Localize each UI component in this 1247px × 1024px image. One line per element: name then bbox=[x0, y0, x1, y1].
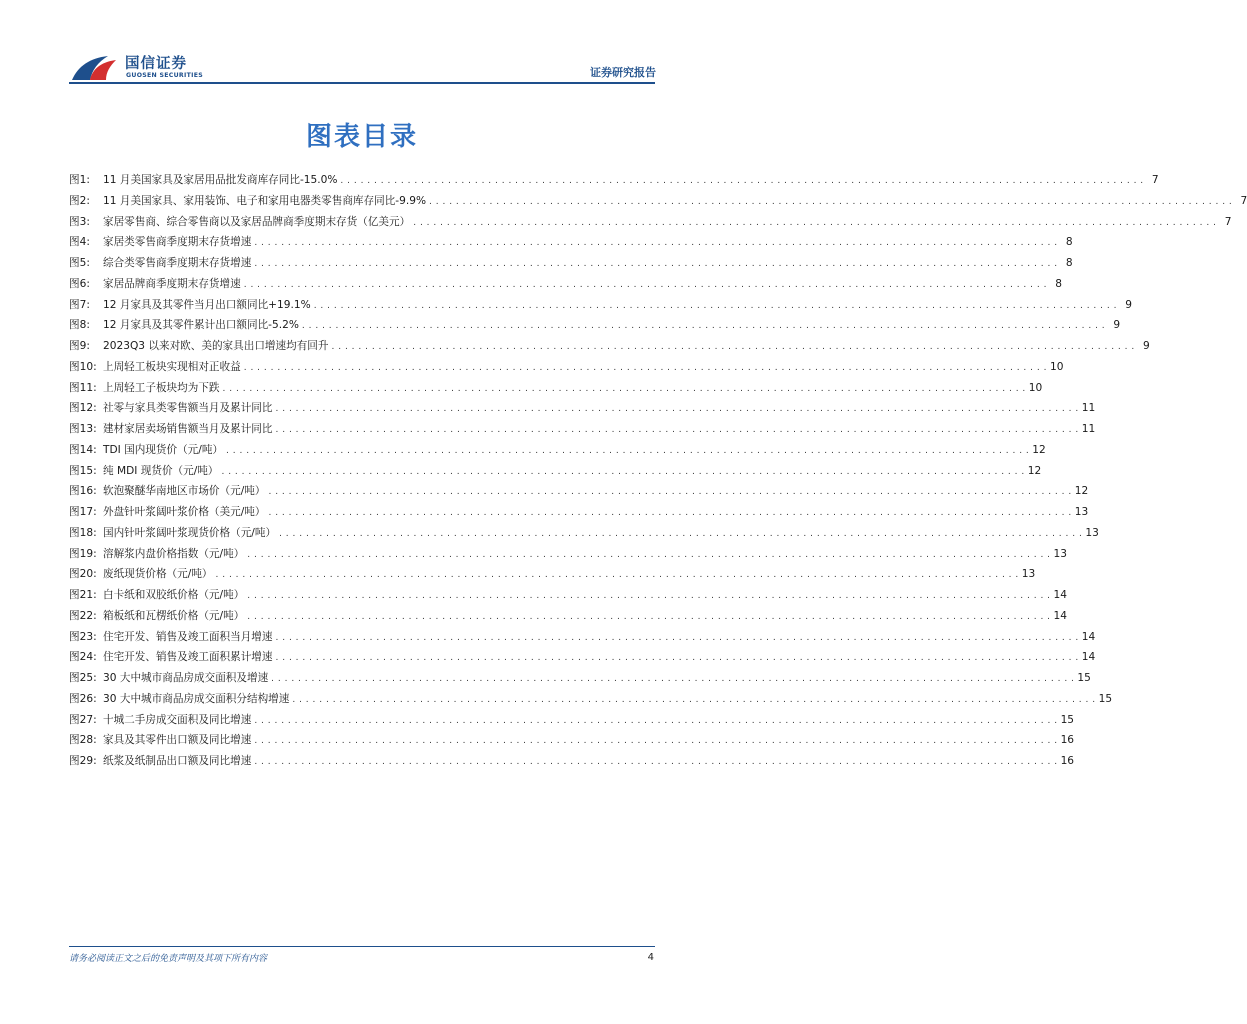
toc-entry-page: 8 bbox=[1065, 236, 1073, 249]
toc-dot-leader: . . . . . . . . . . . . . . . . . . . . . . . . . . . . . . . . . . . . . . . . . . . . . . . . . . . . . . . . . . . . . . . . . . . . . . . . . . . . . . . . . . . . . . . . . . . . . . . . . . . . . . . . . . . . . . . . . . . . . . . . bbox=[413, 217, 1217, 228]
toc-entry-title: 2023Q3 以来对欧、美的家具出口增速均有回升 bbox=[103, 340, 329, 352]
toc-entry-page: 9 bbox=[1143, 340, 1150, 352]
toc-entry-title: 12 月家具及其零件累计出口额同比-5.2% bbox=[103, 319, 299, 332]
toc-entry[interactable] bbox=[69, 212, 1232, 233]
toc-entry-page: 7 bbox=[1240, 194, 1247, 207]
toc-entry-page: 13 bbox=[1053, 547, 1068, 560]
toc-entry-label: 图13: bbox=[69, 423, 97, 435]
toc-entry-title: 家居类零售商季度期末存货增速 bbox=[103, 236, 252, 249]
toc-dot-leader: . . . . . . . . . . . . . . . . . . . . . . . . . . . . . . . . . . . . . . . . . . . . . . . . . . . . . . . . . . . . . . . . . . . . . . . . . . . . . . . . . . . . . . . . . . . . . . . . . . . . . . . . . . . . . . . . . . . . . . . . bbox=[429, 196, 1233, 207]
toc-entry-title: 综合类零售商季度期末存货增速 bbox=[103, 257, 252, 269]
toc-entry-page: 10 bbox=[1028, 381, 1043, 394]
page-number: 4 bbox=[647, 952, 654, 963]
toc-dot-leader: . . . . . . . . . . . . . . . . . . . . . . . . . . . . . . . . . . . . . . . . . . . . . . . . . . . . . . . . . . . . . . . . . . . . . . . . . . . . . . . . . . . . . . . . . . . . . . . . . . . . . . . . . . . . . . . . . . . . . . . . bbox=[222, 383, 1026, 394]
toc-entry-page: 14 bbox=[1081, 630, 1096, 643]
toc-entry[interactable] bbox=[69, 378, 1043, 399]
toc-entry-label: 图29: bbox=[69, 755, 97, 767]
toc-entry-title: 家居零售商、综合零售商以及家居品牌商季度期末存货（亿美元） bbox=[103, 215, 411, 228]
toc-entry[interactable] bbox=[69, 170, 1159, 191]
toc-entry-label: 图21: bbox=[69, 589, 97, 601]
toc-entry-title: 上周轻工子板块均为下跌 bbox=[103, 381, 220, 394]
toc-dot-leader: . . . . . . . . . . . . . . . . . . . . . . . . . . . . . . . . . . . . . . . . . . . . . . . . . . . . . . . . . . . . . . . . . . . . . . . . . . . . . . . . . . . . . . . . . . . . . . . . . . . . . . . . . . . . . . . . . . . . . . . . bbox=[247, 549, 1051, 560]
toc-dot-leader: . . . . . . . . . . . . . . . . . . . . . . . . . . . . . . . . . . . . . . . . . . . . . . . . . . . . . . . . . . . . . . . . . . . . . . . . . . . . . . . . . . . . . . . . . . . . . . . . . . . . . . . . . . . . . . . . . . . . . . . . bbox=[313, 300, 1117, 311]
toc-entry-page: 11 bbox=[1081, 423, 1096, 435]
toc-entry-page: 15 bbox=[1077, 672, 1091, 684]
toc-entry-page: 14 bbox=[1053, 589, 1068, 601]
toc-entry[interactable] bbox=[69, 647, 1096, 668]
toc-entry[interactable] bbox=[69, 336, 1150, 357]
toc-entry-title: 纸浆及纸制品出口额及同比增速 bbox=[103, 755, 252, 767]
toc-entry-label: 图15: bbox=[69, 464, 97, 477]
toc-entry-title: 30 大中城市商品房成交面积及增速 bbox=[103, 672, 269, 684]
footer-disclaimer: 请务必阅读正文之后的免责声明及其项下所有内容 bbox=[69, 954, 268, 964]
toc-entry-label: 图11: bbox=[69, 381, 97, 394]
toc-dot-leader: . . . . . . . . . . . . . . . . . . . . . . . . . . . . . . . . . . . . . . . . . . . . . . . . . . . . . . . . . . . . . . . . . . . . . . . . . . . . . . . . . . . . . . . . . . . . . . . . . . . . . . . . . . . . . . . . . . . . . . . . bbox=[226, 445, 1030, 456]
toc-entry-title: 纯 MDI 现货价（元/吨） bbox=[103, 464, 219, 477]
toc-entry-label: 图27: bbox=[69, 713, 97, 726]
toc-entry-title: 11 月美国家具及家居用品批发商库存同比-15.0% bbox=[103, 174, 338, 186]
toc-entry[interactable] bbox=[69, 710, 1075, 731]
toc-entry-label: 图23: bbox=[69, 630, 97, 643]
toc-entry-title: 建材家居卖场销售额当月及累计同比 bbox=[103, 423, 273, 435]
toc-entry-label: 图12: bbox=[69, 402, 97, 415]
toc-dot-leader: . . . . . . . . . . . . . . . . . . . . . . . . . . . . . . . . . . . . . . . . . . . . . . . . . . . . . . . . . . . . . . . . . . . . . . . . . . . . . . . . . . . . . . . . . . . . . . . . . . . . . . . . . . . . . . . . . . . . . . . . bbox=[243, 362, 1047, 373]
toc-entry-page: 7 bbox=[1224, 215, 1232, 228]
toc-dot-leader: . . . . . . . . . . . . . . . . . . . . . . . . . . . . . . . . . . . . . . . . . . . . . . . . . . . . . . . . . . . . . . . . . . . . . . . . . . . . . . . . . . . . . . . . . . . . . . . . . . . . . . . . . . . . . . . . . . . . . . . . bbox=[340, 176, 1144, 186]
toc-entry-page: 13 bbox=[1021, 568, 1036, 581]
toc-entry-label: 图2: bbox=[69, 194, 90, 207]
toc-entry[interactable] bbox=[69, 502, 1089, 523]
toc-dot-leader: . . . . . . . . . . . . . . . . . . . . . . . . . . . . . . . . . . . . . . . . . . . . . . . . . . . . . . . . . . . . . . . . . . . . . . . . . . . . . . . . . . . . . . . . . . . . . . . . . . . . . . . . . . . . . . . . . . . . . . . . bbox=[254, 259, 1058, 269]
toc-entry-label: 图6: bbox=[69, 277, 90, 290]
toc-dot-leader: . . . . . . . . . . . . . . . . . . . . . . . . . . . . . . . . . . . . . . . . . . . . . . . . . . . . . . . . . . . . . . . . . . . . . . . . . . . . . . . . . . . . . . . . . . . . . . . . . . . . . . . . . . . . . . . . . . . . . . . . bbox=[268, 508, 1072, 518]
toc-entry-label: 图26: bbox=[69, 692, 97, 705]
toc-entry-page: 9 bbox=[1113, 319, 1121, 332]
toc-entry-label: 图1: bbox=[69, 174, 90, 186]
toc-entry-label: 图25: bbox=[69, 672, 97, 684]
toc-entry-page: 15 bbox=[1060, 713, 1075, 726]
toc-entry[interactable] bbox=[69, 440, 1046, 461]
toc-entry-title: 30 大中城市商品房成交面积分结构增速 bbox=[103, 692, 290, 705]
toc-entry-title: 11 月美国家具、家用装饰、电子和家用电器类零售商库存同比-9.9% bbox=[103, 194, 427, 207]
toc-entry[interactable] bbox=[69, 585, 1068, 606]
toc-entry-title: 外盘针叶浆阔叶浆价格（美元/吨） bbox=[103, 506, 266, 518]
toc-entry-label: 图3: bbox=[69, 215, 90, 228]
toc-entry-title: 十城二手房成交面积及同比增速 bbox=[103, 713, 252, 726]
toc-entry-page: 11 bbox=[1081, 402, 1096, 415]
toc-dot-leader: . . . . . . . . . . . . . . . . . . . . . . . . . . . . . . . . . . . . . . . . . . . . . . . . . . . . . . . . . . . . . . . . . . . . . . . . . . . . . . . . . . . . . . . . . . . . . . . . . . . . . . . . . . . . . . . . . . . . . . . . bbox=[254, 736, 1058, 747]
page-title: 图表目录 bbox=[305, 122, 418, 152]
toc-entry-label: 图28: bbox=[69, 734, 97, 747]
toc-entry-page: 15 bbox=[1098, 692, 1113, 705]
toc-entry-title: 12 月家具及其零件当月出口额同比+19.1% bbox=[103, 298, 311, 311]
toc-dot-leader: . . . . . . . . . . . . . . . . . . . . . . . . . . . . . . . . . . . . . . . . . . . . . . . . . . . . . . . . . . . . . . . . . . . . . . . . . . . . . . . . . . . . . . . . . . . . . . . . . . . . . . . . . . . . . . . . . . . . . . . . bbox=[247, 611, 1051, 622]
toc-entry[interactable] bbox=[69, 523, 1099, 544]
toc-dot-leader: . . . . . . . . . . . . . . . . . . . . . . . . . . . . . . . . . . . . . . . . . . . . . . . . . . . . . . . . . . . . . . . . . . . . . . . . . . . . . . . . . . . . . . . . . . . . . . . . . . . . . . . . . . . . . . . . . . . . . . . . bbox=[254, 757, 1058, 767]
toc-entry-label: 图24: bbox=[69, 651, 97, 664]
toc-entry[interactable] bbox=[69, 274, 1062, 295]
toc-entry-label: 图8: bbox=[69, 319, 90, 332]
toc-entry[interactable] bbox=[69, 398, 1096, 419]
toc-dot-leader: . . . . . . . . . . . . . . . . . . . . . . . . . . . . . . . . . . . . . . . . . . . . . . . . . . . . . . . . . . . . . . . . . . . . . . . . . . . . . . . . . . . . . . . . . . . . . . . . . . . . . . . . . . . . . . . . . . . . . . . . bbox=[243, 279, 1047, 290]
page-header bbox=[0, 0, 724, 90]
toc-entry-label: 图10: bbox=[69, 360, 97, 373]
toc-entry[interactable] bbox=[69, 544, 1068, 565]
toc-dot-leader: . . . . . . . . . . . . . . . . . . . . . . . . . . . . . . . . . . . . . . . . . . . . . . . . . . . . . . . . . . . . . . . . . . . . . . . . . . . . . . . . . . . . . . . . . . . . . . . . . . . . . . . . . . . . . . . . . . . . . . . . bbox=[221, 466, 1025, 477]
toc-dot-leader: . . . . . . . . . . . . . . . . . . . . . . . . . . . . . . . . . . . . . . . . . . . . . . . . . . . . . . . . . . . . . . . . . . . . . . . . . . . . . . . . . . . . . . . . . . . . . . . . . . . . . . . . . . . . . . . . . . . . . . . . bbox=[275, 404, 1079, 415]
toc-dot-leader: . . . . . . . . . . . . . . . . . . . . . . . . . . . . . . . . . . . . . . . . . . . . . . . . . . . . . . . . . . . . . . . . . . . . . . . . . . . . . . . . . . . . . . . . . . . . . . . . . . . . . . . . . . . . . . . . . . . . . . . . bbox=[268, 487, 1072, 498]
toc-entry-title: TDI 国内现货价（元/吨） bbox=[103, 443, 224, 456]
toc-entry-page: 14 bbox=[1053, 609, 1068, 622]
toc-dot-leader: . . . . . . . . . . . . . . . . . . . . . . . . . . . . . . . . . . . . . . . . . . . . . . . . . . . . . . . . . . . . . . . . . . . . . . . . . . . . . . . . . . . . . . . . . . . . . . . . . . . . . . . . . . . . . . . . . . . . . . . . bbox=[275, 632, 1079, 643]
toc-entry[interactable] bbox=[69, 564, 1036, 585]
toc-entry-label: 图20: bbox=[69, 568, 97, 581]
toc-dot-leader: . . . . . . . . . . . . . . . . . . . . . . . . . . . . . . . . . . . . . . . . . . . . . . . . . . . . . . . . . . . . . . . . . . . . . . . . . . . . . . . . . . . . . . . . . . . . . . . . . . . . . . . . . . . . . . . . . . . . . . . . bbox=[254, 715, 1058, 726]
toc-entry[interactable] bbox=[69, 295, 1132, 316]
toc-dot-leader: . . . . . . . . . . . . . . . . . . . . . . . . . . . . . . . . . . . . . . . . . . . . . . . . . . . . . . . . . . . . . . . . . . . . . . . . . . . . . . . . . . . . . . . . . . . . . . . . . . . . . . . . . . . . . . . . . . . . . . . . bbox=[275, 425, 1079, 435]
toc-entry[interactable] bbox=[69, 668, 1091, 689]
brand-name: 国信证券 bbox=[125, 56, 187, 72]
footer-divider bbox=[69, 946, 655, 947]
header-divider bbox=[69, 82, 655, 84]
toc-entry-page: 9 bbox=[1125, 298, 1132, 311]
toc-entry-page: 12 bbox=[1032, 443, 1046, 456]
toc-entry-title: 废纸现货价格（元/吨） bbox=[103, 568, 213, 581]
toc-dot-leader: . . . . . . . . . . . . . . . . . . . . . . . . . . . . . . . . . . . . . . . . . . . . . . . . . . . . . . . . . . . . . . . . . . . . . . . . . . . . . . . . . . . . . . . . . . . . . . . . . . . . . . . . . . . . . . . . . . . . . . . . bbox=[331, 342, 1135, 352]
toc-entry-page: 7 bbox=[1151, 174, 1159, 186]
toc-entry-page: 8 bbox=[1055, 277, 1062, 290]
toc-entry[interactable] bbox=[69, 419, 1096, 440]
toc-entry[interactable] bbox=[69, 689, 1113, 710]
toc-entry[interactable] bbox=[69, 606, 1068, 627]
toc-entry[interactable] bbox=[69, 253, 1073, 274]
toc-entry-page: 14 bbox=[1081, 651, 1096, 664]
toc-entry-title: 溶解浆内盘价格指数（元/吨） bbox=[103, 547, 245, 560]
toc-entry-label: 图19: bbox=[69, 547, 97, 560]
toc-entry-page: 16 bbox=[1060, 734, 1075, 747]
toc-dot-leader: . . . . . . . . . . . . . . . . . . . . . . . . . . . . . . . . . . . . . . . . . . . . . . . . . . . . . . . . . . . . . . . . . . . . . . . . . . . . . . . . . . . . . . . . . . . . . . . . . . . . . . . . . . . . . . . . . . . . . . . . bbox=[301, 321, 1106, 332]
toc-entry-label: 图14: bbox=[69, 443, 97, 456]
toc-dot-leader: . . . . . . . . . . . . . . . . . . . . . . . . . . . . . . . . . . . . . . . . . . . . . . . . . . . . . . . . . . . . . . . . . . . . . . . . . . . . . . . . . . . . . . . . . . . . . . . . . . . . . . . . . . . . . . . . . . . . . . . . bbox=[254, 238, 1058, 249]
toc-dot-leader: . . . . . . . . . . . . . . . . . . . . . . . . . . . . . . . . . . . . . . . . . . . . . . . . . . . . . . . . . . . . . . . . . . . . . . . . . . . . . . . . . . . . . . . . . . . . . . . . . . . . . . . . . . . . . . . . . . . . . . . . bbox=[275, 653, 1079, 664]
toc-entry-title: 住宅开发、销售及竣工面积当月增速 bbox=[103, 630, 273, 643]
toc-entry[interactable] bbox=[69, 191, 1247, 212]
toc-entry-title: 家具及其零件出口额及同比增速 bbox=[103, 734, 252, 747]
toc-entry[interactable] bbox=[69, 232, 1073, 253]
toc-entry[interactable] bbox=[69, 357, 1064, 378]
table-of-figures bbox=[69, 170, 1247, 772]
brand-name-english: GUOSEN SECURITIES bbox=[126, 72, 203, 79]
toc-entry-title: 住宅开发、销售及竣工面积累计增速 bbox=[103, 651, 273, 664]
guosen-logo-icon bbox=[70, 52, 118, 82]
toc-entry[interactable] bbox=[69, 730, 1075, 751]
toc-entry-page: 13 bbox=[1074, 506, 1089, 518]
toc-entry-title: 家居品牌商季度期末存货增速 bbox=[103, 277, 241, 290]
toc-entry-label: 图16: bbox=[69, 485, 97, 498]
toc-entry-title: 软泡聚醚华南地区市场价（元/吨） bbox=[103, 485, 266, 498]
toc-entry-title: 上周轻工板块实现相对正收益 bbox=[103, 360, 241, 373]
toc-entry-title: 国内针叶浆阔叶浆现货价格（元/吨） bbox=[103, 526, 277, 539]
toc-entry-title: 箱板纸和瓦楞纸价格（元/吨） bbox=[103, 609, 245, 622]
toc-entry-label: 图4: bbox=[69, 236, 90, 249]
toc-dot-leader: . . . . . . . . . . . . . . . . . . . . . . . . . . . . . . . . . . . . . . . . . . . . . . . . . . . . . . . . . . . . . . . . . . . . . . . . . . . . . . . . . . . . . . . . . . . . . . . . . . . . . . . . . . . . . . . . . . . . . . . . bbox=[292, 694, 1096, 705]
toc-entry-title: 社零与家具类零售额当月及累计同比 bbox=[103, 402, 273, 415]
toc-dot-leader: . . . . . . . . . . . . . . . . . . . . . . . . . . . . . . . . . . . . . . . . . . . . . . . . . . . . . . . . . . . . . . . . . . . . . . . . . . . . . . . . . . . . . . . . . . . . . . . . . . . . . . . . . . . . . . . . . . . . . . . . bbox=[271, 674, 1075, 684]
toc-entry[interactable] bbox=[69, 315, 1121, 336]
toc-dot-leader: . . . . . . . . . . . . . . . . . . . . . . . . . . . . . . . . . . . . . . . . . . . . . . . . . . . . . . . . . . . . . . . . . . . . . . . . . . . . . . . . . . . . . . . . . . . . . . . . . . . . . . . . . . . . . . . . . . . . . . . . bbox=[215, 570, 1019, 581]
toc-entry-page: 12 bbox=[1027, 464, 1042, 477]
toc-entry[interactable] bbox=[69, 461, 1042, 482]
toc-entry-label: 图22: bbox=[69, 609, 97, 622]
toc-entry-label: 图17: bbox=[69, 506, 97, 518]
toc-entry-label: 图18: bbox=[69, 526, 97, 539]
toc-entry[interactable] bbox=[69, 481, 1089, 502]
toc-dot-leader: . . . . . . . . . . . . . . . . . . . . . . . . . . . . . . . . . . . . . . . . . . . . . . . . . . . . . . . . . . . . . . . . . . . . . . . . . . . . . . . . . . . . . . . . . . . . . . . . . . . . . . . . . . . . . . . . . . . . . . . . bbox=[247, 591, 1051, 601]
toc-entry-page: 10 bbox=[1049, 360, 1064, 373]
toc-dot-leader: . . . . . . . . . . . . . . . . . . . . . . . . . . . . . . . . . . . . . . . . . . . . . . . . . . . . . . . . . . . . . . . . . . . . . . . . . . . . . . . . . . . . . . . . . . . . . . . . . . . . . . . . . . . . . . . . . . . . . . . . bbox=[279, 528, 1083, 539]
toc-entry-label: 图5: bbox=[69, 257, 90, 269]
toc-entry-label: 图7: bbox=[69, 298, 90, 311]
toc-entry[interactable] bbox=[69, 627, 1096, 648]
toc-entry-page: 12 bbox=[1074, 485, 1089, 498]
toc-entry-page: 16 bbox=[1060, 755, 1075, 767]
toc-entry-label: 图9: bbox=[69, 340, 90, 352]
report-type-label: 证券研究报告 bbox=[590, 66, 656, 79]
toc-entry[interactable] bbox=[69, 751, 1075, 772]
toc-entry-page: 8 bbox=[1065, 257, 1073, 269]
toc-entry-title: 白卡纸和双胶纸价格（元/吨） bbox=[103, 589, 245, 601]
toc-entry-page: 13 bbox=[1085, 526, 1099, 539]
